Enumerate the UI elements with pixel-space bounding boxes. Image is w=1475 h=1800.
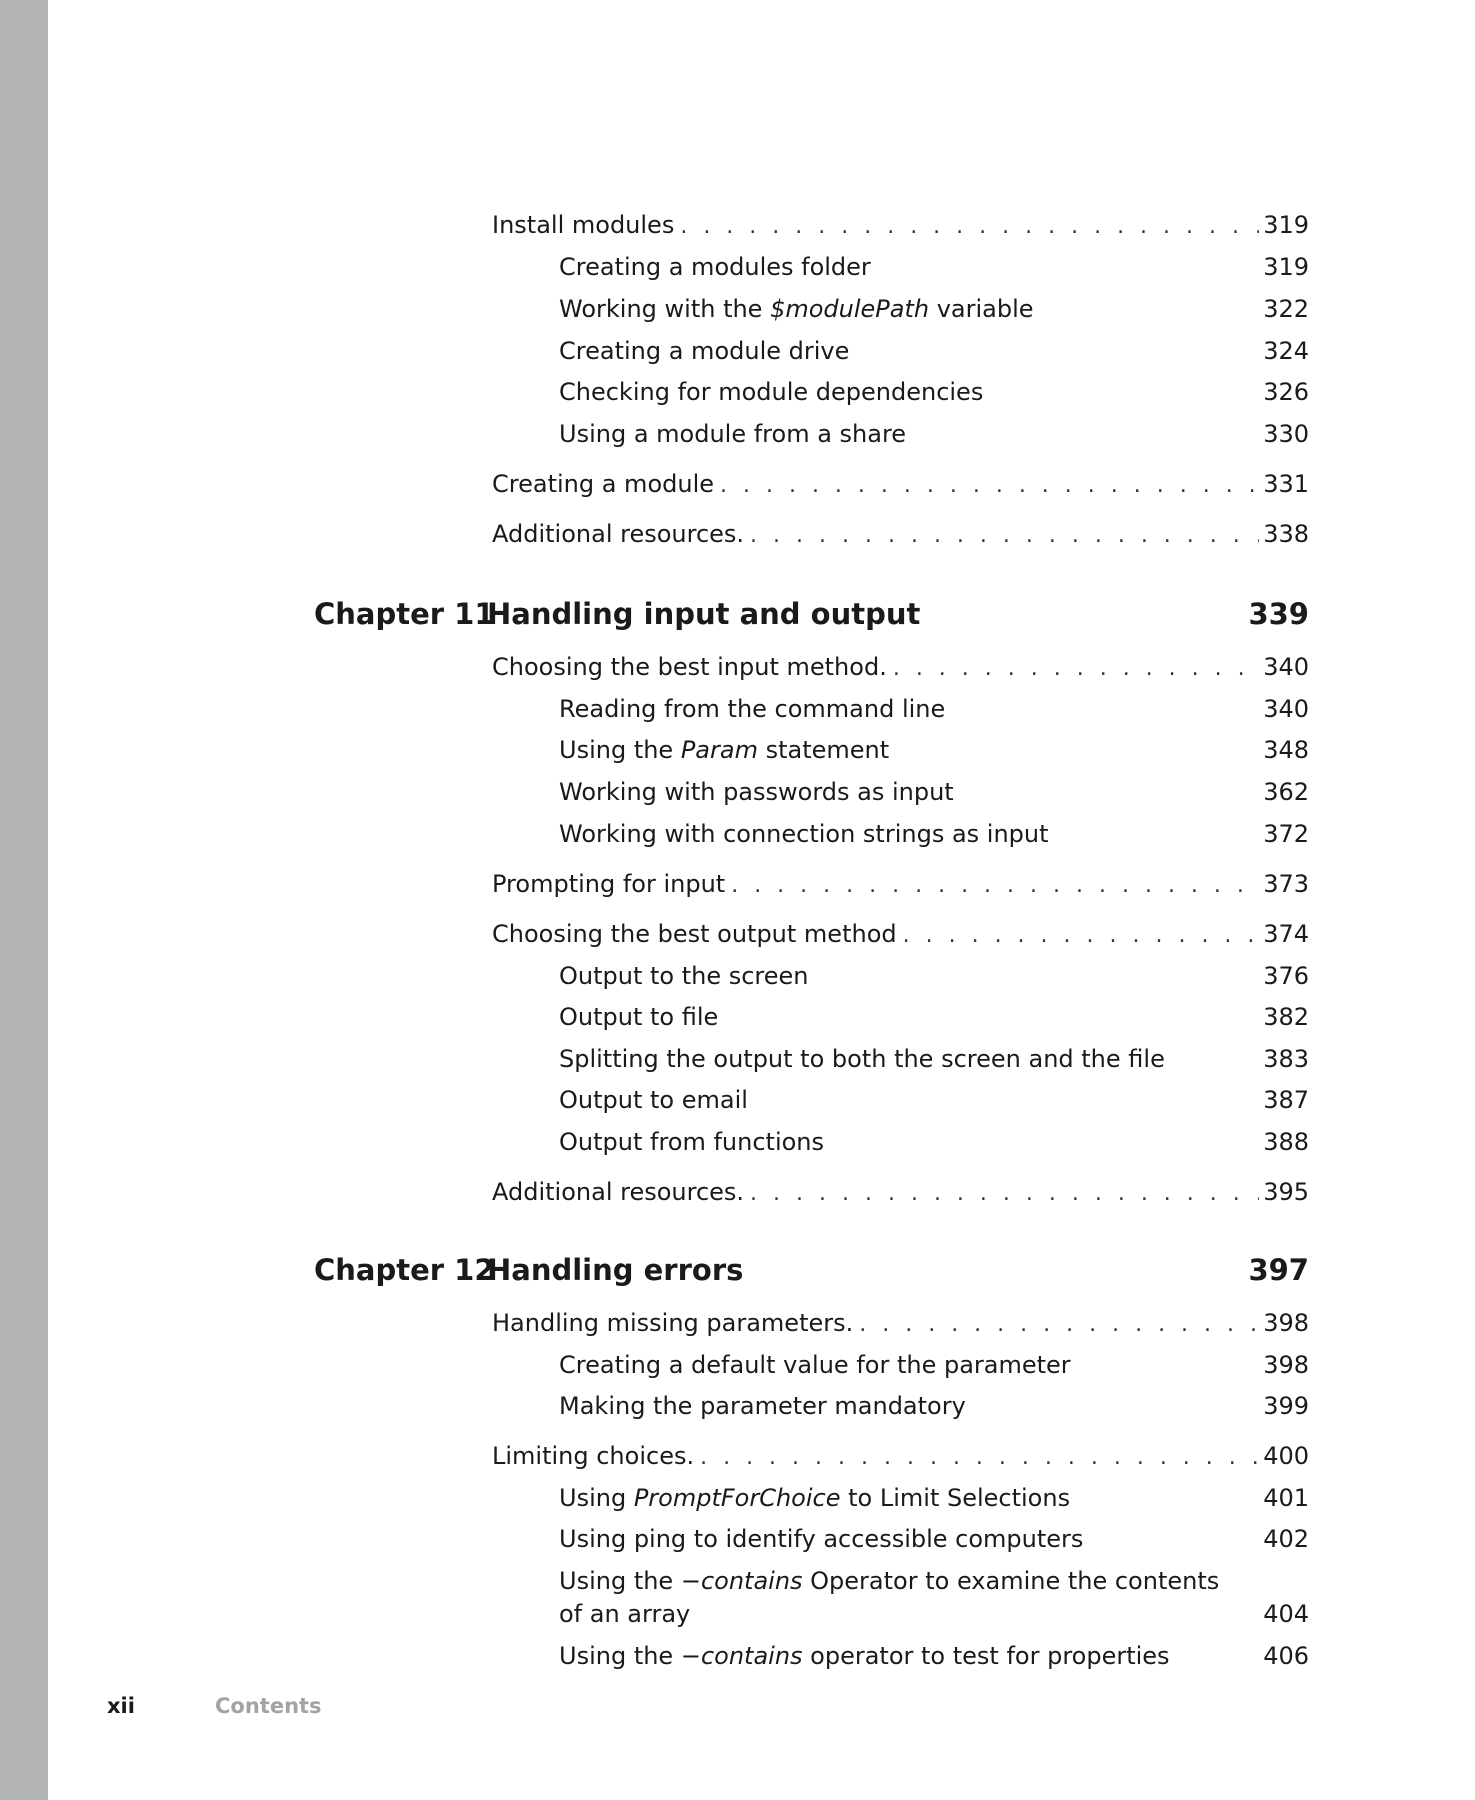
toc-entry[interactable] (492, 469, 1309, 501)
toc-subentry[interactable] (559, 294, 1309, 324)
chapter-number: Chapter 12 (314, 1253, 495, 1287)
chapter-heading[interactable] (314, 596, 1309, 632)
toc-entry-label: Output from functions (559, 1128, 825, 1156)
toc-subentry[interactable] (559, 1391, 1309, 1421)
toc-subentry[interactable] (559, 1002, 1309, 1032)
toc-entry-label: Choosing the best input method. (492, 653, 887, 681)
toc-entry[interactable] (492, 210, 1309, 242)
toc-entry-label: Creating a modules folder (559, 253, 871, 281)
toc-entry-page: 374 (1263, 920, 1309, 948)
toc-entry-page: 404 (1263, 1600, 1309, 1628)
toc-entry-page: 382 (1263, 1003, 1309, 1031)
toc-subentry[interactable] (559, 961, 1309, 991)
toc-subentry[interactable] (559, 735, 1309, 765)
toc-subentry[interactable] (559, 694, 1309, 724)
chapter-heading[interactable] (314, 1252, 1309, 1288)
toc-entry-page: 402 (1263, 1525, 1309, 1553)
toc-entry-page: 338 (1263, 520, 1309, 548)
toc-entry-label: Limiting choices. (492, 1442, 695, 1470)
toc-entry-page: 406 (1263, 1642, 1309, 1670)
toc-entry[interactable] (492, 1308, 1309, 1340)
toc-entry-page: 326 (1263, 378, 1309, 406)
toc-entry-label: Output to file (559, 1003, 719, 1031)
toc-entry-page: 376 (1263, 962, 1309, 990)
toc-entry-label: Working with connection strings as input (559, 820, 1049, 848)
toc-entry-label: Checking for module dependencies (559, 378, 984, 406)
toc-subentry[interactable] (559, 1641, 1309, 1671)
toc-entry-label: Working with the $modulePath variable (559, 295, 1034, 323)
dot-leader (680, 212, 1259, 242)
toc-entry-label: Working with passwords as input (559, 778, 954, 806)
dot-leader (903, 921, 1260, 951)
toc-subentry-line2[interactable] (559, 1599, 1309, 1629)
toc-entry-label: Output to the screen (559, 962, 809, 990)
toc-subentry[interactable] (559, 1127, 1309, 1157)
toc-entry[interactable] (492, 1177, 1309, 1209)
toc-entry[interactable] (492, 919, 1309, 951)
toc-entry-page: 398 (1263, 1309, 1309, 1337)
toc-entry-page: 331 (1263, 470, 1309, 498)
toc-subentry[interactable] (559, 1483, 1309, 1513)
dot-leader (720, 471, 1259, 501)
dot-leader (731, 871, 1259, 901)
toc-entry-page: 372 (1263, 820, 1309, 848)
toc-entry-label: Additional resources. (492, 1178, 745, 1206)
toc-entry-label: Output to email (559, 1086, 748, 1114)
toc-entry-page: 348 (1263, 736, 1309, 764)
toc-subentry[interactable] (559, 336, 1309, 366)
toc-entry-page: 319 (1263, 253, 1309, 281)
toc-entry-label: Prompting for input (492, 870, 726, 898)
toc-entry[interactable] (492, 1441, 1309, 1473)
toc-entry-page: 399 (1263, 1392, 1309, 1420)
toc-entry-page: 373 (1263, 870, 1309, 898)
dot-leader (700, 1443, 1259, 1473)
toc-entry-label: Using the −contains Operator to examine the contents (559, 1567, 1220, 1595)
toc-entry-label: Creating a module drive (559, 337, 850, 365)
toc-subentry[interactable] (559, 1044, 1309, 1074)
chapter-title: Handling input and output (487, 597, 921, 631)
toc-entry-page: 340 (1263, 695, 1309, 723)
toc-entry-page: 324 (1263, 337, 1309, 365)
toc-entry[interactable] (492, 519, 1309, 551)
toc-subentry[interactable] (559, 1524, 1309, 1554)
dot-leader (750, 521, 1259, 551)
toc-entry-page: 322 (1263, 295, 1309, 323)
chapter-number: Chapter 11 (314, 597, 495, 631)
toc-entry-page: 387 (1263, 1086, 1309, 1114)
toc-entry-label: Handling missing parameters. (492, 1309, 854, 1337)
toc-entry[interactable] (492, 869, 1309, 901)
toc-subentry-line1[interactable] (559, 1566, 1309, 1596)
dot-leader (859, 1310, 1259, 1340)
toc-entry-label: Using the −contains operator to test for properties (559, 1642, 1170, 1670)
toc-entry-page: 400 (1263, 1442, 1309, 1470)
toc-subentry[interactable] (559, 419, 1309, 449)
toc-entry-label: Reading from the command line (559, 695, 946, 723)
toc-subentry[interactable] (559, 1085, 1309, 1115)
toc-entry-label: Choosing the best output method (492, 920, 897, 948)
toc-subentry[interactable] (559, 819, 1309, 849)
toc-entry-label: Creating a module (492, 470, 714, 498)
chapter-page: 397 (1248, 1253, 1309, 1287)
dot-leader (893, 654, 1259, 684)
toc-entry-page: 340 (1263, 653, 1309, 681)
footer-page-number: xii (107, 1694, 135, 1718)
toc-entry-page: 362 (1263, 778, 1309, 806)
toc-entry-label: Splitting the output to both the screen and the file (559, 1045, 1165, 1073)
footer-section-label: Contents (215, 1694, 322, 1718)
toc-entry-label: Creating a default value for the parameter (559, 1351, 1071, 1379)
toc-entry[interactable] (492, 652, 1309, 684)
toc-entry-label: Using a module from a share (559, 420, 907, 448)
toc-entry-page: 398 (1263, 1351, 1309, 1379)
toc-entry-page: 401 (1263, 1484, 1309, 1512)
toc-entry-label: Making the parameter mandatory (559, 1392, 966, 1420)
toc-entry-page: 330 (1263, 420, 1309, 448)
dot-leader (750, 1179, 1259, 1209)
toc-entry-label: Using PromptForChoice to Limit Selections (559, 1484, 1071, 1512)
toc-subentry[interactable] (559, 252, 1309, 282)
toc-entry-page: 319 (1263, 211, 1309, 239)
chapter-title: Handling errors (487, 1253, 744, 1287)
toc-entry-label: Install modules (492, 211, 675, 239)
toc-entry-page: 388 (1263, 1128, 1309, 1156)
toc-subentry[interactable] (559, 377, 1309, 407)
toc-entry-page: 395 (1263, 1178, 1309, 1206)
toc-entry-label: Using the Param statement (559, 736, 890, 764)
toc-entry-label: Additional resources. (492, 520, 745, 548)
toc-entry-label-continued: of an array (559, 1600, 691, 1628)
toc-entry-page: 383 (1263, 1045, 1309, 1073)
toc-entry-label: Using ping to identify accessible computers (559, 1525, 1084, 1553)
toc-subentry[interactable] (559, 1350, 1309, 1380)
toc-subentry[interactable] (559, 777, 1309, 807)
chapter-page: 339 (1248, 597, 1309, 631)
